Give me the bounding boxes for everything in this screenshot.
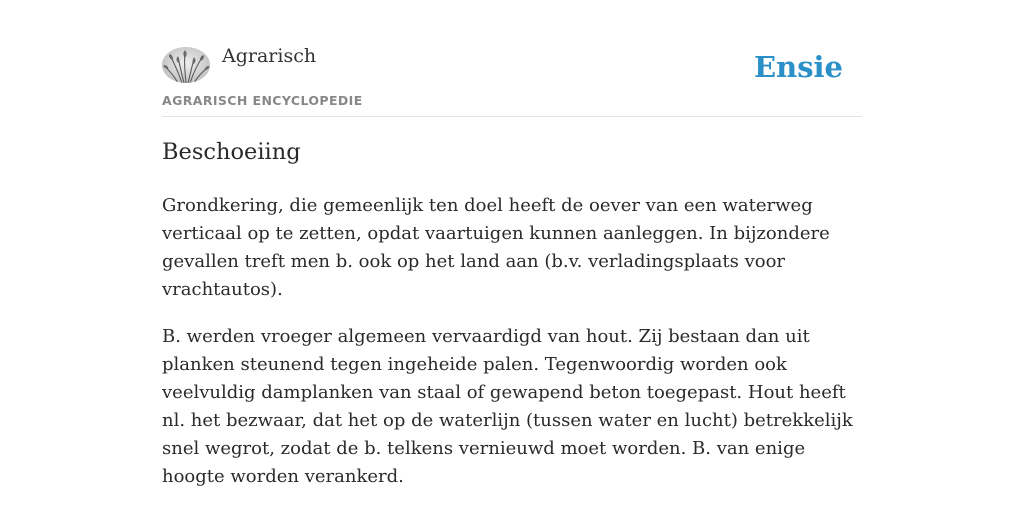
header <box>162 44 862 117</box>
article-body <box>162 192 862 510</box>
article-title: Beschoeiing <box>162 139 301 165</box>
source-name[interactable]: Agrarisch <box>222 45 317 67</box>
source-subtitle: AGRARISCH ENCYCLOPEDIE <box>162 93 363 108</box>
wheat-icon[interactable] <box>162 47 210 83</box>
article-paragraph: Grondkering, die gemeenlijk ten doel heeft de oever van een waterweg verticaal op te zetten, opdat vaartuigen kunnen aanleggen. In bijzondere gevallen treft men b. ook op het land aan (b.v. verladingsplaats voor vrachtautos). <box>162 195 830 300</box>
article-paragraph: B. werden vroeger algemeen vervaardigd van hout. Zij bestaan dan uit planken steunend tegen ingeheide palen. Tegenwoordig worden ook veelvuldig damplanken van staal of gewapend beton toegepast. Hout heeft nl. het bezwaar, dat het op de waterlijn (tussen water en lucht) betrekkelijk snel wegrot, zodat de b. telkens vernieuwd moet worden. B. van enige hoogte worden verankerd. <box>162 326 853 487</box>
brand-logo[interactable]: Ensie <box>754 50 843 84</box>
